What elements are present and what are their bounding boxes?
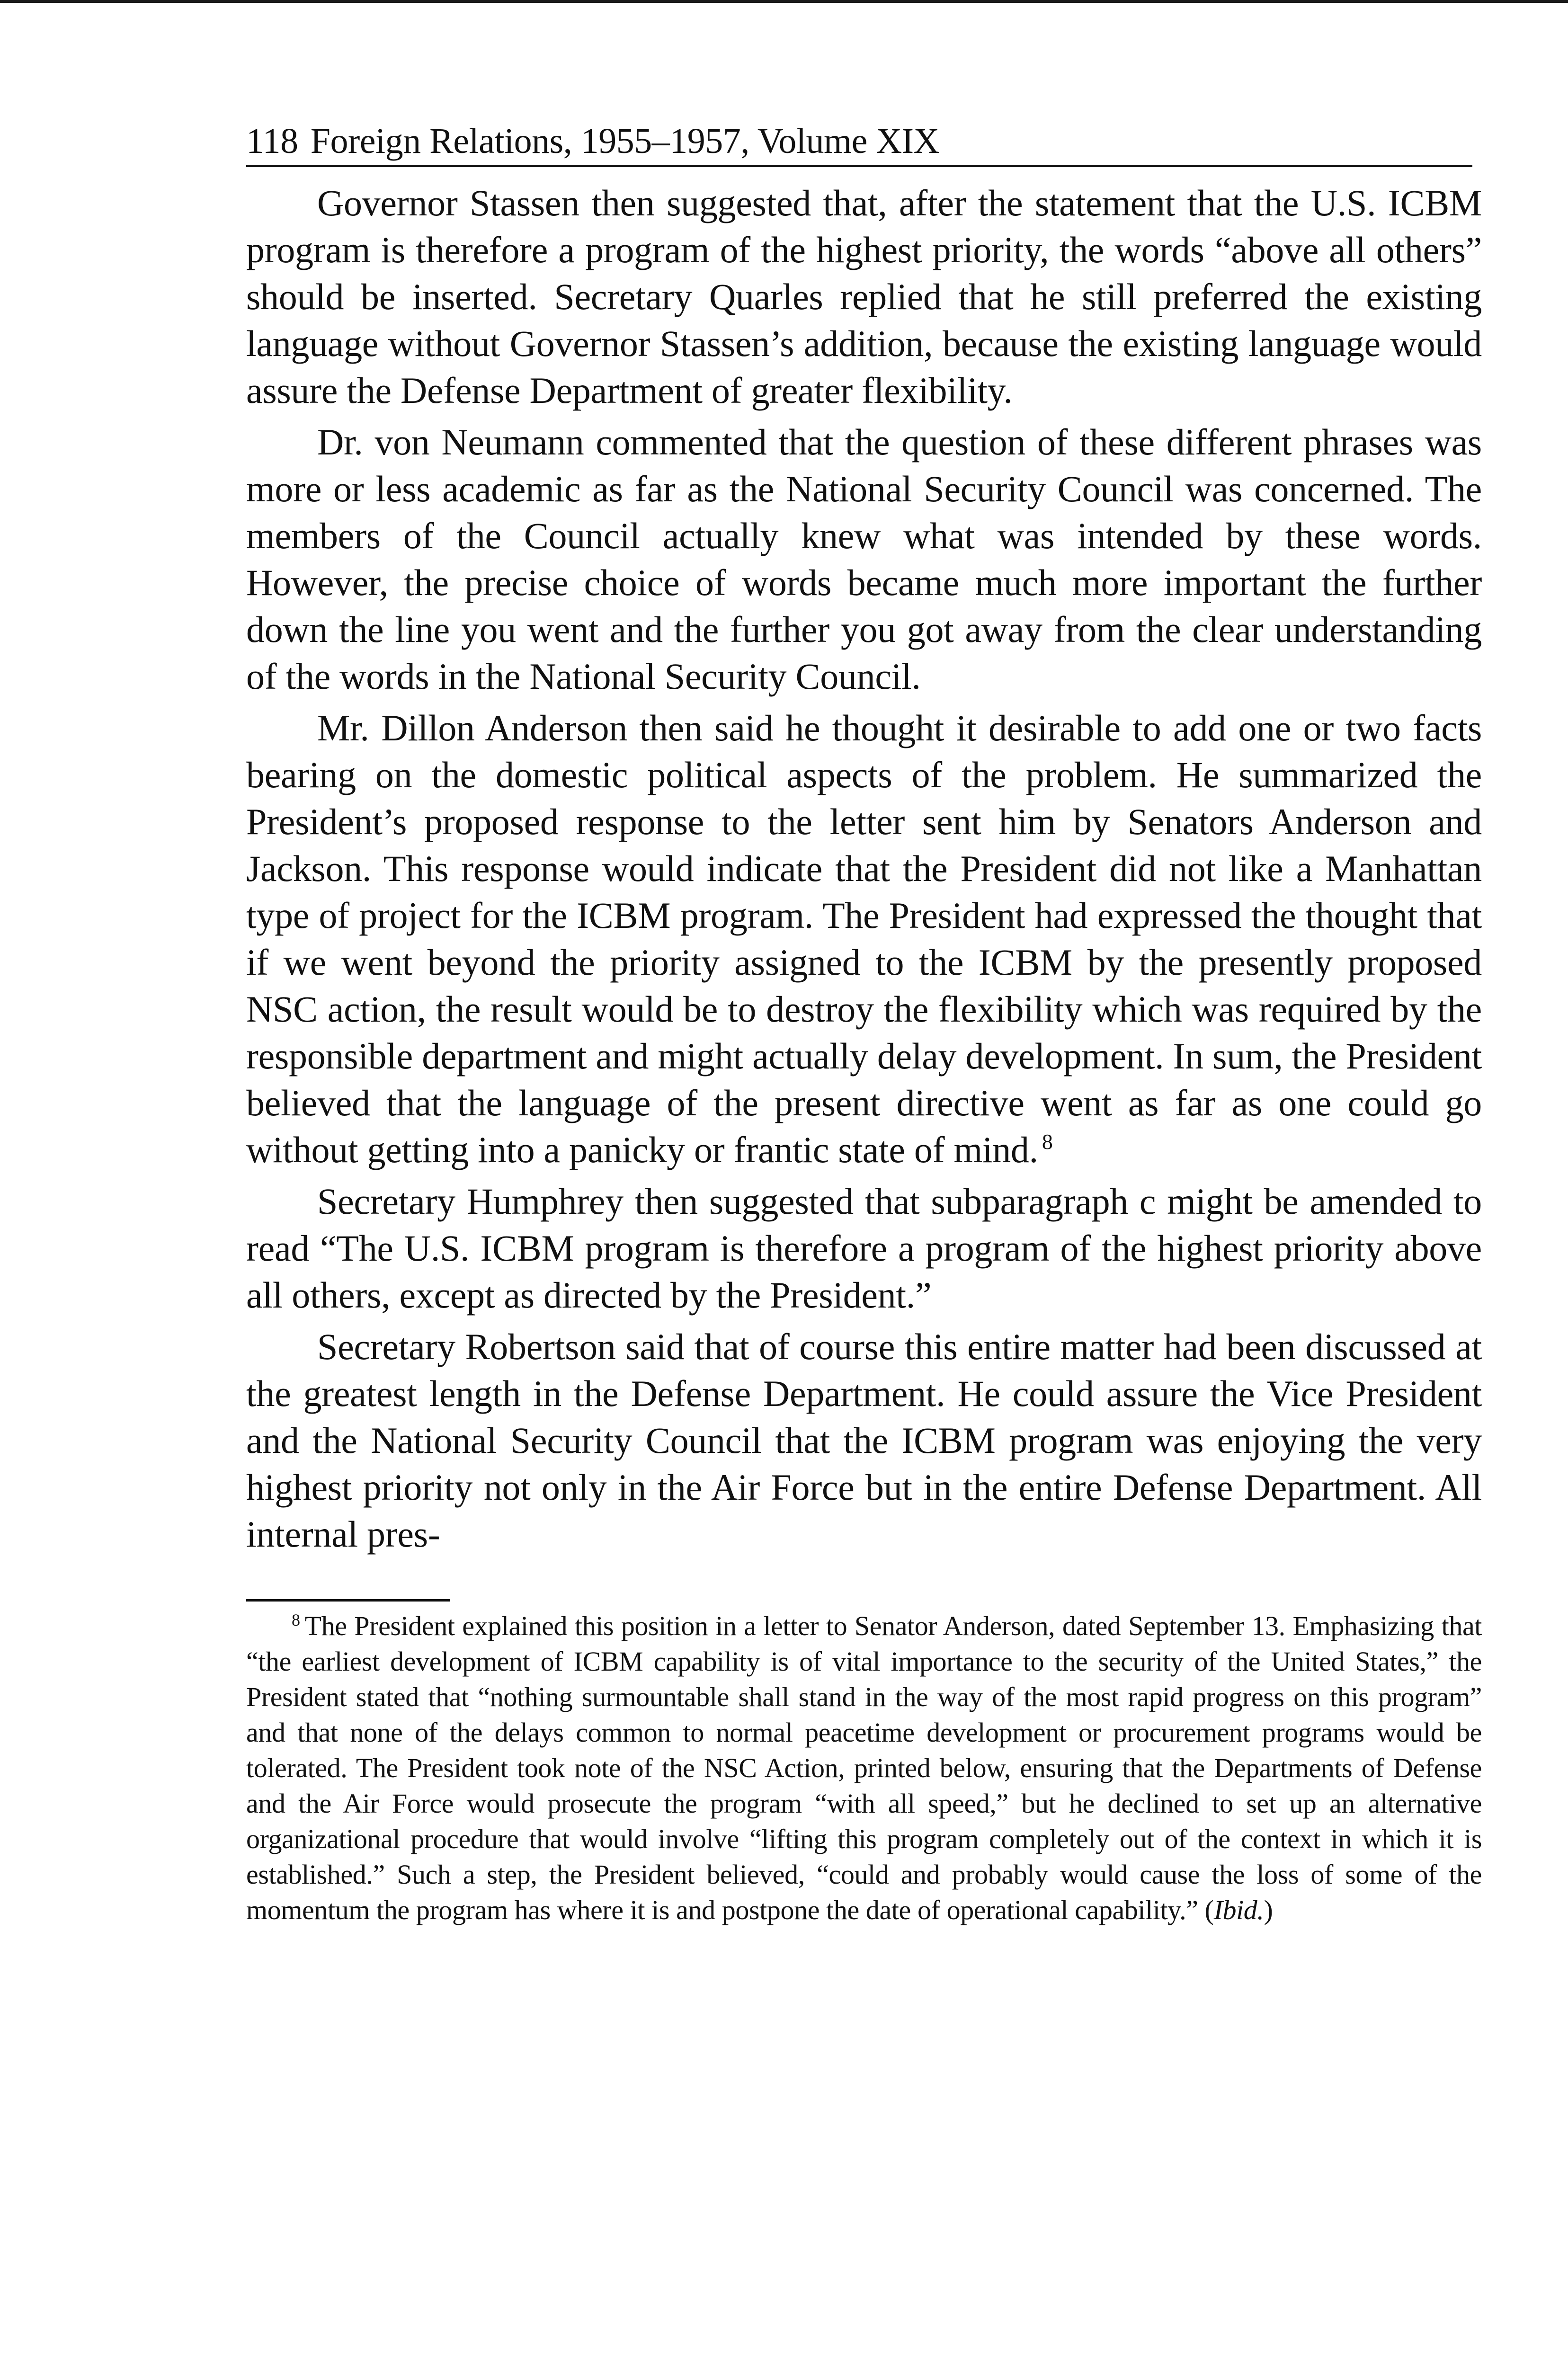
paragraph-stassen: Governor Stassen then suggested that, after the statement that the U.S. ICBM program is therefore a program of the highest priority, the words “above all others” should be inserted. Secretary Quarles replied that he still preferred the existing language without Governor Stassen’s addition, because the existing language would assure the Defense Department of greater flexibility.: [246, 182, 1482, 411]
running-title: Foreign Relations, 1955–1957, Volume XIX: [310, 121, 939, 161]
paragraph-von-neumann: Dr. von Neumann commented that the question of these different phrases was more or less academic as far as the National Security Council was concerned. The members of the Council actually knew what was intended by these words. However, the precise choice of words became much more important the further down the line you went and the further you got away from the clear understanding of the words in the National Security Council.: [246, 421, 1482, 697]
footnote-reference[interactable]: 8: [1042, 1130, 1053, 1154]
paragraph-robertson: Secretary Robertson said that of course this entire matter had been discussed at the greatest length in the Defense Department. He could assure the Vice President and the National Security Council that the ICBM program was enjoying the very highest priority not only in the Air Force but in the entire Defense Department. All internal pres-: [246, 1326, 1482, 1555]
paragraph-humphrey: Secretary Humphrey then suggested that subparagraph c might be amended to read “The U.S. ICBM program is therefore a program of the highest priority above all others, except as directed by the President.”: [246, 1181, 1482, 1316]
running-header: [246, 118, 1472, 167]
footnote-separator: [246, 1599, 450, 1602]
paragraph-dillon-anderson-text: Mr. Dillon Anderson then said he thought it desirable to add one or two facts bearing on the domestic political aspects of the problem. He summarized the President’s proposed response to the letter sent him by Senators Anderson and Jackson. This response would indicate that the President did not like a Manhattan type of project for the ICBM program. The President had expressed the thought that if we went beyond the priority assigned to the ICBM by the presently proposed NSC action, the result would be to destroy the flexibility which was required by the responsible department and might actually delay development. In sum, the President believed that the language of the present directive went as far as one could go without getting into a panicky or frantic state of mind.: [246, 707, 1482, 1170]
body-text: [246, 179, 1482, 1557]
footnote-text: The President explained this position in a letter to Senator Anderson, dated September 13. Emphasizing that “the earliest development of ICBM capability is of vital importance to the security of the United States,” the President stated that “nothing surmountable shall stand in the way of the most rapid progress on this program” and that none of the delays common to normal peacetime development or procurement programs would be tolerated. The President took note of the NSC Action, printed below, ensuring that the Departments of Defense and the Air Force would prosecute the program “with all speed,” but he declined to set up an alternative organizational procedure that would involve “lifting this program completely out of the context in which it is established.” Such a step, the President believed, “could and probably would cause the loss of some of the momentum the program has where it is and postpone the date of operational capability.” (: [246, 1611, 1482, 1925]
paragraph-dillon-anderson: [246, 704, 1482, 1173]
footnote-8: [246, 1608, 1482, 1928]
footnote-paragraph: [246, 1608, 1482, 1928]
page-top-edge-line: [0, 0, 1568, 3]
footnote-citation: Ibid.: [1213, 1895, 1264, 1925]
footnote-closing: ): [1264, 1895, 1273, 1925]
document-page: [246, 118, 1482, 1928]
footnotes: [246, 1608, 1482, 1928]
footnote-marker: 8: [292, 1611, 300, 1629]
page-number: 118: [246, 121, 298, 161]
